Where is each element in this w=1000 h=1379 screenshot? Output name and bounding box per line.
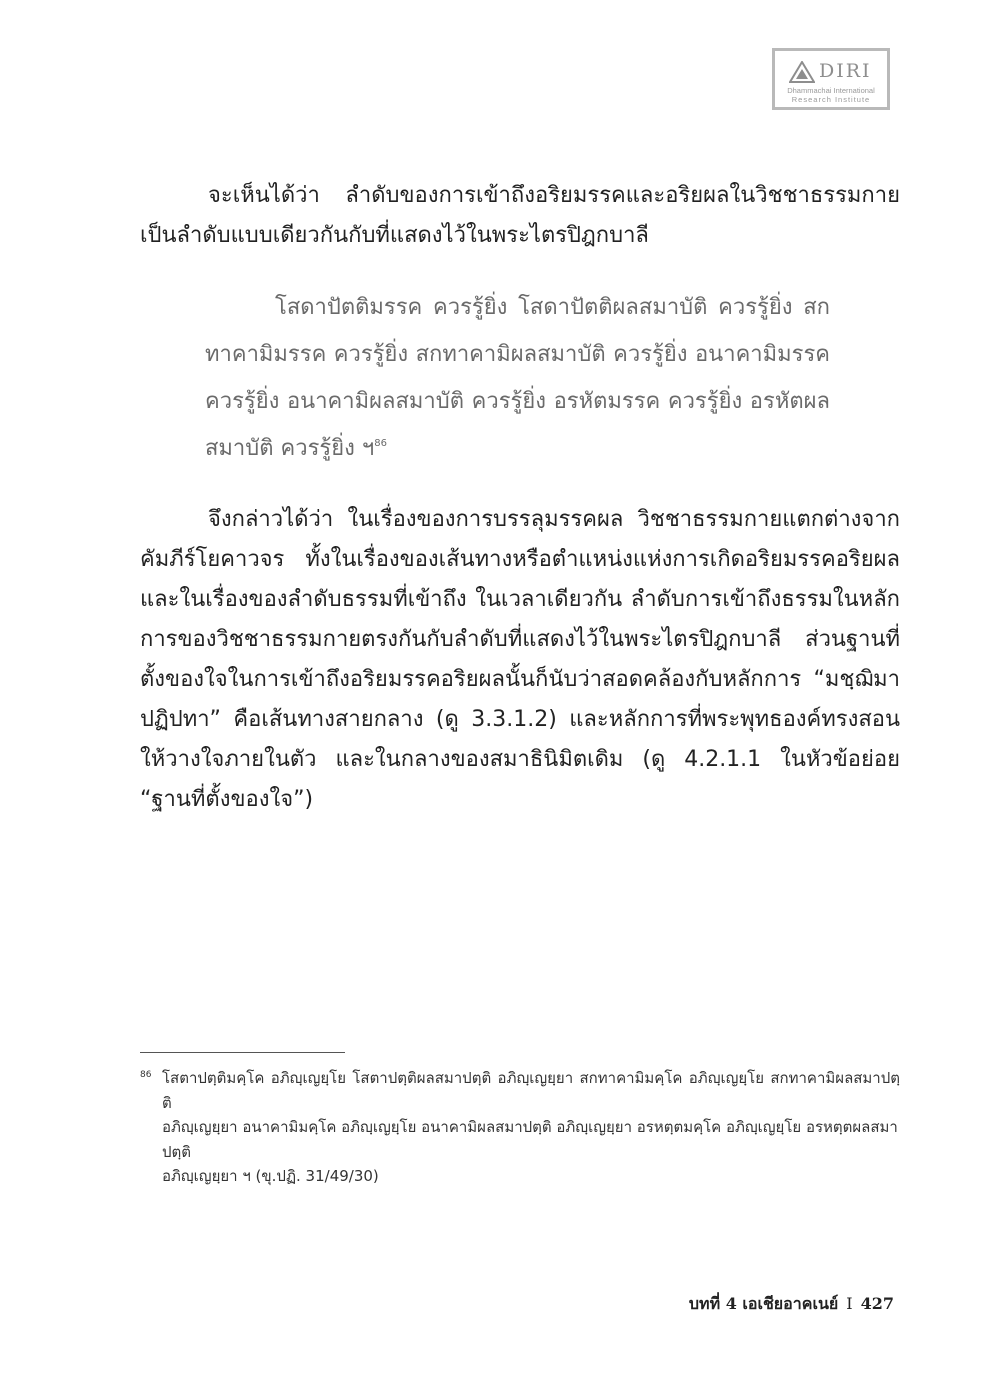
body-paragraph-2: จึงกล่าวได้ว่า ในเรื่องของการบรรลุมรรคผล วิชชาธรรมกายแตกต่างจากคัมภีร์โยคาวจร ทั้งในเรื่องของเส้นทางหรือตำแหน่งแห่งการเกิดอริยมรรคอริยผล และในเรื่องของลำดับธรรมที่เข้าถึง ในเวลาเดียวกัน ลำดับการเข้าถึงธรรมในหลักการของวิชชาธรรมกายตรงกันกับลำดับที่แสดงไว้ในพระไตรปิฎกบาลี ส่วนฐานที่ตั้งของใจในการเข้าถึงอริยมรรคอริยผลนั้นก็นับว่าสอดคล้องกับหลักการ “มชฺฌิมาปฏิปทา” คือเส้นทางสายกลาง (ดู 3.3.1.2) และหลักการที่พระพุทธองค์ทรงสอนให้วางใจภายในตัว และในกลางของสมาธินิมิตเดิม (ดู 4.2.1.1 ในหัวข้อย่อย “ฐานที่ตั้งของใจ”)	[140, 507, 900, 812]
page-number: 427	[860, 1294, 894, 1313]
footer-separator: I	[846, 1294, 853, 1313]
body-paragraph-1: จะเห็นได้ว่า ลำดับของการเข้าถึงอริยมรรคและอริยผลในวิชชาธรรมกาย เป็นลำดับแบบเดียวกันกับที่แสดงไว้ในพระไตรปิฎกบาลี	[140, 183, 900, 248]
footnote-divider	[140, 1052, 345, 1053]
footnote-reference[interactable]: 86	[374, 438, 387, 449]
logo-name: DIRI	[819, 60, 872, 82]
diri-triangle-logo-icon	[789, 61, 815, 83]
pali-quote-text: โสดาปัตติมรรค ควรรู้ยิ่ง โสดาปัตติผลสมาบัติ ควรรู้ยิ่ง สกทาคามิมรรค ควรรู้ยิ่ง สกทาคามิผลสมาบัติ ควรรู้ยิ่ง อนาคามิมรรค ควรรู้ยิ่ง อนาคามิผลสมาบัติ ควรรู้ยิ่ง อรหัตมรรค ควรรู้ยิ่ง อรหัตผลสมาบัติ ควรรู้ยิ่ง ฯ	[205, 295, 830, 461]
logo-subtitle-line1: Dhammachai International	[787, 86, 875, 95]
chapter-title: บทที่ 4 เอเชียอาคเนย์	[688, 1294, 839, 1313]
logo-subtitle-line2: Research Institute	[791, 95, 871, 104]
footnote-line-3: อภิญฺเญยฺยา ฯ (ขุ.ปฏิ. 31/49/30)	[162, 1167, 379, 1185]
footnote	[140, 1066, 900, 1189]
footnote-line-2: อภิญฺเญยฺยา อนาคามิมคฺโค อภิญฺเญยฺโย อนาคามิผลสมาปตฺติ อภิญฺเญยฺยา อรหตฺตมคฺโค อภิญฺเญยฺโย อรหตฺตผลสมาปตฺติ	[162, 1118, 898, 1161]
diri-logo	[772, 48, 890, 110]
footnote-text: โสตาปตฺติมคฺโค อภิญฺเญยฺโย โสตาปตฺติผลสมาปตฺติ อภิญฺเญยฺยา สกทาคามิมคฺโค อภิญฺเญยฺโย สกทาคามิผลสมาปตฺติ	[162, 1069, 900, 1112]
running-footer	[689, 1292, 894, 1317]
pali-quote	[205, 284, 830, 472]
footnote-number: 86	[140, 1070, 152, 1080]
